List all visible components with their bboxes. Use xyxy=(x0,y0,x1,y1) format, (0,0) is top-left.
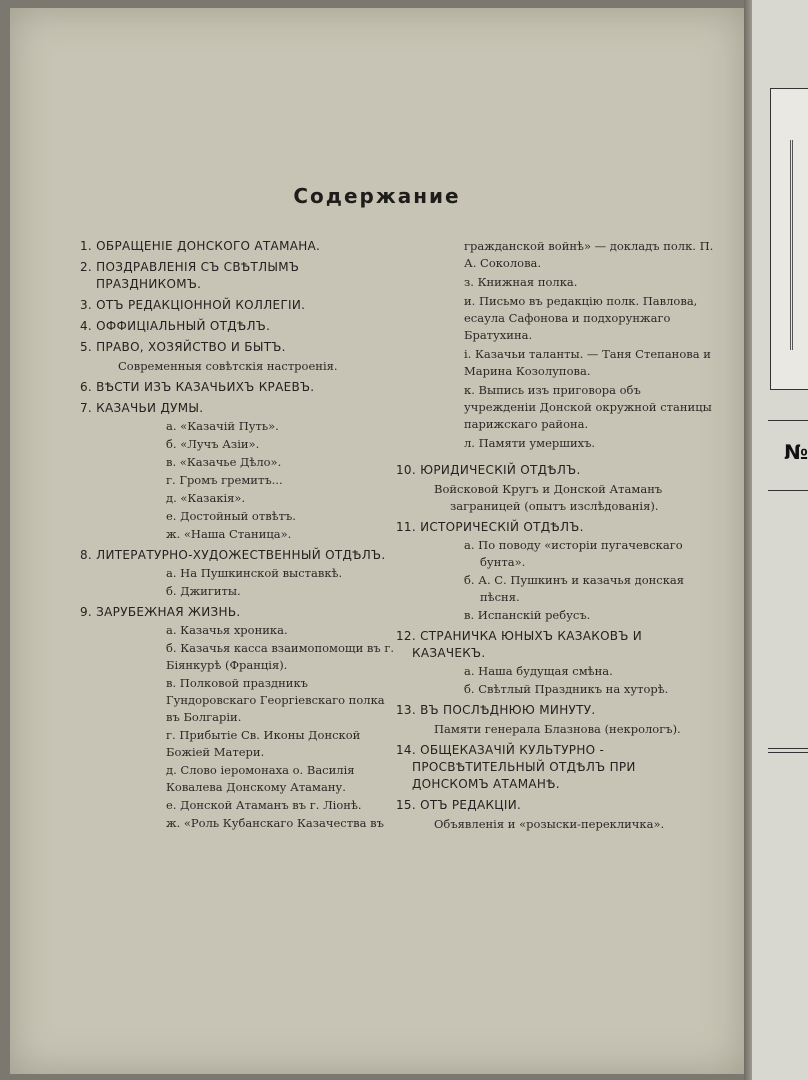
next-page-rule xyxy=(768,490,808,491)
toc-subitem: в. Полковой праздникъ Гундоровскаго Георгіевскаго полка въ Болгаріи. xyxy=(166,676,385,724)
toc-heading: 9. ЗАРУБЕЖНАЯ ЖИЗНЬ. xyxy=(80,605,241,619)
toc-subitem: а. По поводу «исторіи пугачевскаго бунта». xyxy=(464,538,683,569)
toc-heading: 5. ПРАВО, ХОЗЯЙСТВО И БЫТЪ. xyxy=(80,340,286,354)
toc-heading: 13. ВЪ ПОСЛѢДНЮЮ МИНУТУ. xyxy=(396,703,596,717)
toc-heading: 11. ИСТОРИЧЕСКІЙ ОТДѢЛЪ. xyxy=(396,520,584,534)
toc-subitem: в. «Казачье Дѣло». xyxy=(166,455,282,469)
toc-subitem: б. Казачья касса взаимопомощи въ г. Біянкурѣ (Франція). xyxy=(166,641,395,672)
toc-subitem: Памяти генерала Блазнова (некрологъ). xyxy=(434,722,681,736)
toc-entry-6 xyxy=(80,379,400,396)
next-page-double-rule xyxy=(768,748,808,753)
toc-subitem: в. Испанскій ребусъ. xyxy=(464,608,591,622)
toc-entry-4 xyxy=(80,318,400,335)
toc-subitem: б. «Лучъ Азіи». xyxy=(166,437,260,451)
toc-continuation xyxy=(396,238,716,452)
toc-subitem: к. Выпись изъ приговора объ учрежденіи Донской окружной станицы парижскаго района. xyxy=(464,383,712,431)
toc-entry-11 xyxy=(396,519,716,624)
toc-subitem: г. Громъ гремитъ... xyxy=(166,473,283,487)
toc-heading: 4. ОФФИЦІАЛЬНЫЙ ОТДѢЛЪ. xyxy=(80,319,271,333)
toc-heading: 10. ЮРИДИЧЕСКІЙ ОТДѢЛЪ. xyxy=(396,463,581,477)
next-page-number-marker: № xyxy=(784,440,808,464)
toc-heading: 2. ПОЗДРАВЛЕНІЯ СЪ СВѢТЛЫМЪ ПРАЗДНИКОМЪ. xyxy=(80,260,300,291)
toc-entry-1 xyxy=(80,238,400,255)
toc-subitem: д. Слово іеромонаха о. Василія Ковалева Донскому Атаману. xyxy=(166,763,355,794)
toc-entry-13 xyxy=(396,702,716,738)
toc-subitem: а. На Пушкинской выставкѣ. xyxy=(166,566,343,580)
toc-subitem: б. А. С. Пушкинъ и казачья донская пѣсня. xyxy=(464,573,685,604)
toc-entry-9 xyxy=(80,604,400,832)
toc-column-right xyxy=(396,238,716,837)
toc-subitem: е. Достойный отвѣтъ. xyxy=(166,509,296,523)
page-sheet xyxy=(10,8,744,1074)
toc-subitem: а. «Казачій Путь». xyxy=(166,419,279,433)
toc-entry-15 xyxy=(396,797,716,833)
toc-subitem: и. Письмо въ редакцію полк. Павлова, есаула Сафонова и подхорунжаго Братухина. xyxy=(464,294,698,342)
toc-subitem: Современныя совѣтскія настроенія. xyxy=(118,359,338,373)
next-page-column-ornament xyxy=(790,140,808,350)
toc-entry-3 xyxy=(80,297,400,314)
toc-heading: 1. ОБРАЩЕНІЕ ДОНСКОГО АТАМАНА. xyxy=(80,239,321,253)
toc-entry-8 xyxy=(80,547,400,600)
toc-subitem: і. Казачьи таланты. — Таня Степанова и Марина Козолупова. xyxy=(464,347,711,378)
toc-entry-10 xyxy=(396,462,716,515)
toc-entry-5 xyxy=(80,339,400,375)
toc-heading: 6. ВѢСТИ ИЗЪ КАЗАЧЬИХЪ КРАЕВЪ. xyxy=(80,380,315,394)
toc-subitem: б. Свѣтлый Праздникъ на хуторѣ. xyxy=(464,682,669,696)
toc-subitem: д. «Казакія». xyxy=(166,491,246,505)
toc-subitem: Войсковой Кругъ и Донской Атаманъ заграницей (опытъ изслѣдованія). xyxy=(434,482,663,513)
toc-entry-2 xyxy=(80,259,400,293)
toc-subitem: гражданской войнѣ» — докладъ полк. П. А. Соколова. xyxy=(464,239,714,270)
toc-subitem: Объявленія и «розыски-перекличка». xyxy=(434,817,665,831)
toc-heading: 7. КАЗАЧЬИ ДУМЫ. xyxy=(80,401,204,415)
toc-entry-7 xyxy=(80,400,400,543)
toc-heading: 12. СТРАНИЧКА ЮНЫХЪ КАЗАКОВЪ И КАЗАЧЕКЪ. xyxy=(396,629,643,660)
toc-entry-14 xyxy=(396,742,716,793)
book-gutter xyxy=(744,0,752,1080)
toc-subitem: б. Джигиты. xyxy=(166,584,241,598)
toc-subitem: г. Прибытіе Св. Иконы Донской Божіей Матери. xyxy=(166,728,361,759)
toc-subitem: ж. «Роль Кубанскаго Казачества въ xyxy=(166,816,384,830)
toc-subitem: е. Донской Атаманъ въ г. Ліонѣ. xyxy=(166,798,362,812)
toc-heading: 3. ОТЪ РЕДАКЦІОННОЙ КОЛЛЕГІИ. xyxy=(80,298,306,312)
toc-subitem: ж. «Наша Станица». xyxy=(166,527,292,541)
next-page-rule xyxy=(768,420,808,421)
toc-column-left xyxy=(80,238,400,836)
toc-subitem: а. Наша будущая смѣна. xyxy=(464,664,613,678)
toc-entry-12 xyxy=(396,628,716,698)
toc-subitem: з. Книжная полка. xyxy=(464,275,578,289)
toc-subitem: л. Памяти умершихъ. xyxy=(464,436,596,450)
toc-heading: 15. ОТЪ РЕДАКЦІИ. xyxy=(396,798,522,812)
toc-heading: 14. ОБЩЕКАЗАЧІЙ КУЛЬТУРНО - ПРОСВѢТИТЕЛЬНЫЙ ОТДѢЛЪ ПРИ ДОНСКОМЪ АТАМАНѢ. xyxy=(396,743,636,791)
page-title: Содержание xyxy=(293,184,461,208)
toc-heading: 8. ЛИТЕРАТУРНО-ХУДОЖЕСТВЕННЫЙ ОТДѢЛЪ. xyxy=(80,548,386,562)
toc-subitem: а. Казачья хроника. xyxy=(166,623,288,637)
